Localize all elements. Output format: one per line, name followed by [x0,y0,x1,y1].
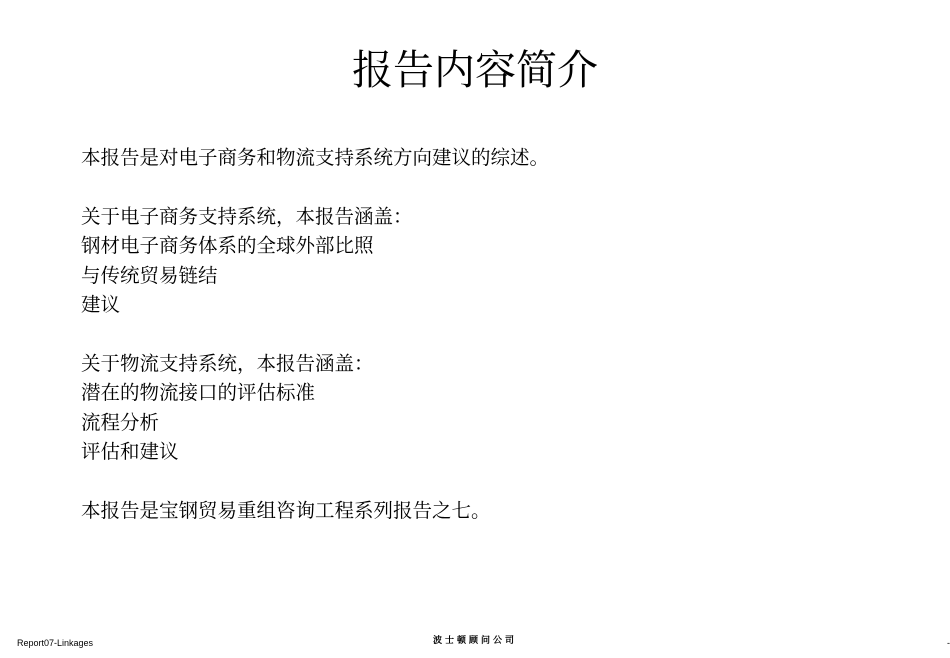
logistics-item: 评估和建议 [81,439,179,463]
paragraph-gap [81,172,901,201]
ecommerce-item: 与传统贸易链结 [81,263,218,287]
footer-report-id: Report07-Linkages [17,638,94,648]
logistics-item: 流程分析 [81,410,160,434]
slide-body [81,143,901,525]
footer-page-mark: - [947,638,950,648]
slide-title: 报告内容简介 [352,46,598,94]
closing-paragraph: 本报告是宝钢贸易重组咨询工程系列报告之七。 [81,498,491,522]
paragraph-gap [81,466,901,495]
ecommerce-heading: 关于电子商务支持系统，本报告涵盖： [81,204,413,228]
paragraph-gap [81,319,901,348]
logistics-heading: 关于物流支持系统，本报告涵盖： [81,351,374,375]
intro-paragraph: 本报告是对电子商务和物流支持系统方向建议的综述。 [81,146,550,169]
ecommerce-item: 建议 [81,292,121,316]
ecommerce-item: 钢材电子商务体系的全球外部比照 [81,234,374,258]
logistics-item: 潜在的物流接口的评估标准 [81,381,316,405]
footer-company-name: 波士顿顾问公司 [432,636,517,646]
